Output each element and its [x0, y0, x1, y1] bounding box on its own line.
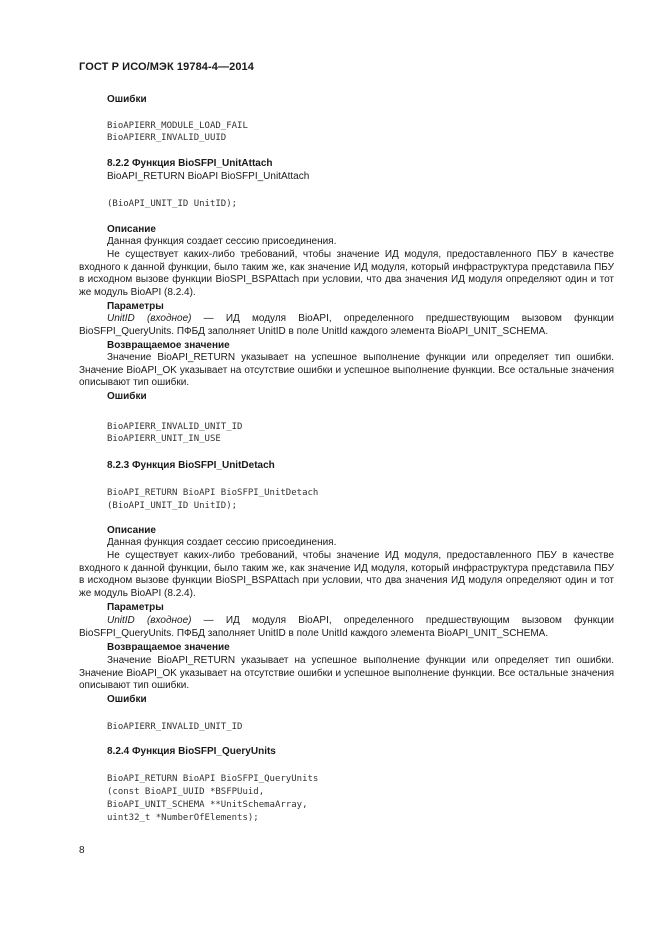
parameter-paragraph: UnitID (входное) — ИД модуля BioAPI, определенного предшествующим вызовом функции BioSFPI_QueryUnits. ПФБД заполняет UnitID в поле UnitId каждого элемента BioAPI_UNIT_SCHEMA. [79, 313, 614, 337]
page-number: 8 [79, 845, 85, 856]
description-paragraph: Не существует каких-либо требований, чтобы значение ИД модуля, предоставленного ПБУ в качестве входного к данной функции, было таким же, как значение ИД модуля, который инфраструктура представила ПБУ в исходном вызове функции BioSPI_BSPAttach при условии, что два значения ИД модуля определяют один и тот же модуль BioAPI (8.2.4). [79, 550, 614, 600]
errors-heading: Ошибки [107, 694, 147, 705]
description-paragraph: Не существует каких-либо требований, чтобы значение ИД модуля, предоставленного ПБУ в качестве входного к данной функции, было таким же, как значение ИД модуля, который инфраструктура представила ПБУ в исходном вызове функции BioSPI_BSPAttach при условии, что два значения ИД модуля определяют один и тот же модуль BioAPI (8.2.4). [79, 249, 614, 299]
document-header: ГОСТ Р ИСО/МЭК 19784-4—2014 [79, 61, 254, 73]
error-code: BioAPIERR_INVALID_UNIT_ID [107, 422, 243, 432]
description-heading: Описание [107, 525, 156, 536]
return-paragraph: Значение BioAPI_RETURN указывает на успешное выполнение функции или определяет тип ошибки. Значение BioAPI_OK указывает на отсутствие ошибки и успешное выполнение функции. Все остальные значения описывают тип ошибки. [79, 352, 614, 389]
code-line: BioAPI_RETURN BioAPI BioSFPI_UnitDetach [107, 488, 319, 498]
errors-heading: Ошибки [107, 391, 147, 402]
parameter-paragraph: UnitID (входное) — ИД модуля BioAPI, определенного предшествующим вызовом функции BioSFPI_QueryUnits. ПФБД заполняет UnitID в поле UnitId каждого элемента BioAPI_UNIT_SCHEMA. [79, 615, 614, 639]
code-line: (BioAPI_UNIT_ID UnitID); [107, 501, 238, 511]
return-heading: Возвращаемое значение [107, 642, 230, 653]
parameters-heading: Параметры [107, 602, 164, 613]
return-heading: Возвращаемое значение [107, 340, 230, 351]
description-heading: Описание [107, 224, 156, 235]
description-paragraph: Данная функция создает сессию присоединения. [107, 236, 337, 247]
section-title: 8.2.2 Функция BioSFPI_UnitAttach [107, 158, 273, 169]
error-code: BioAPIERR_INVALID_UUID [107, 133, 227, 143]
parameters-heading: Параметры [107, 301, 164, 312]
section-title: 8.2.4 Функция BioSFPI_QueryUnits [107, 746, 276, 757]
error-code: BioAPIERR_MODULE_LOAD_FAIL [107, 121, 248, 131]
error-code: BioAPIERR_UNIT_IN_USE [107, 434, 221, 444]
error-code: BioAPIERR_INVALID_UNIT_ID [107, 722, 243, 732]
code-block: (BioAPI_UNIT_ID UnitID); [107, 199, 238, 209]
code-line: uint32_t *NumberOfElements); [107, 813, 259, 823]
code-line: BioAPI_RETURN BioAPI BioSFPI_QueryUnits [107, 774, 319, 784]
code-line: BioAPI_UNIT_SCHEMA **UnitSchemaArray, [107, 800, 308, 810]
description-paragraph: Данная функция создает сессию присоединения. [107, 537, 337, 548]
return-paragraph: Значение BioAPI_RETURN указывает на успешное выполнение функции или определяет тип ошибки. Значение BioAPI_OK указывает на отсутствие ошибки и успешное выполнение функции. Все остальные значения описывают тип ошибки. [79, 655, 614, 692]
code-line: (const BioAPI_UUID *BSFPUuid, [107, 787, 265, 797]
errors-heading: Ошибки [107, 94, 147, 105]
section-title: 8.2.3 Функция BioSFPI_UnitDetach [107, 460, 275, 471]
function-signature: BioAPI_RETURN BioAPI BioSFPI_UnitAttach [107, 171, 310, 182]
